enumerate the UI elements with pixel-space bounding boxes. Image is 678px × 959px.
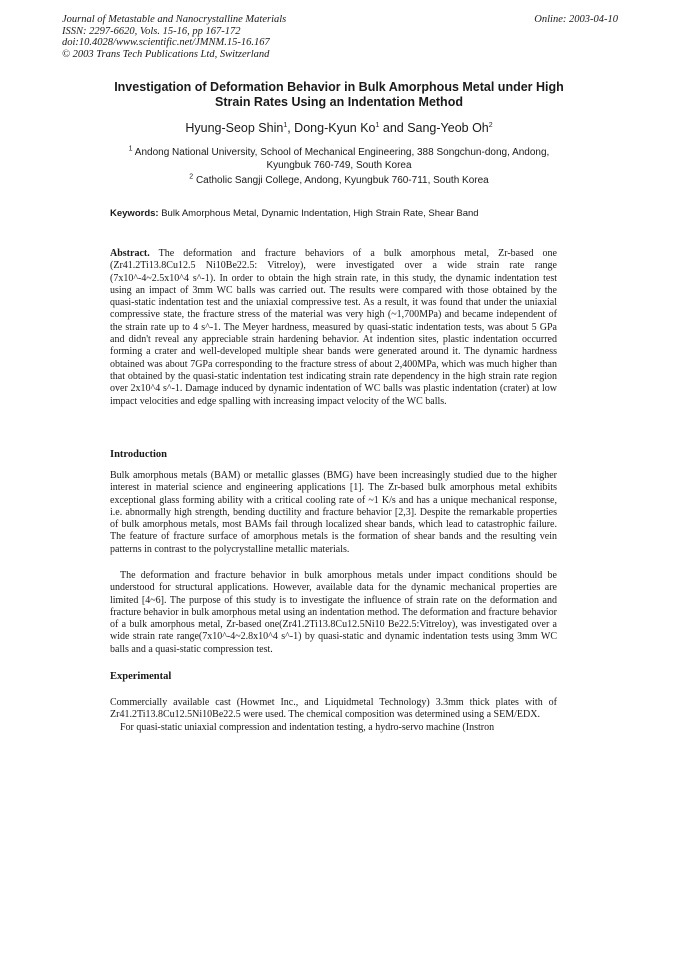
paper-title: Investigation of Deformation Behavior in Bulk Amorphous Metal under High Strain Rates Using an Indentation Method <box>114 80 564 109</box>
affiliation-1 <box>110 147 568 172</box>
affiliation-text: Andong National University, School of Mechanical Engineering, 388 Songchun-dong, Andong, Kyungbuk 760-749, South Korea <box>134 147 550 171</box>
introduction-heading: Introduction <box>110 449 167 460</box>
online-date: Online: 2003-04-10 <box>534 14 618 25</box>
issn-line: ISSN: 2297-6620, Vols. 15-16, pp 167-172 <box>62 25 241 37</box>
experimental-heading: Experimental <box>110 671 172 682</box>
keywords-label: Keywords: <box>110 208 159 219</box>
experimental-paragraph-2: For quasi-static uniaxial compression and indentation testing, a hydro-servo machine (Instron <box>120 721 495 733</box>
keywords-text: Bulk Amorphous Metal, Dynamic Indentation, High Strain Rate, Shear Band <box>158 208 479 219</box>
journal-name: Journal of Metastable and Nanocrystalline Materials <box>62 14 287 25</box>
author-superscript: 2 <box>488 121 493 129</box>
affiliation-text: Catholic Sangji College, Andong, Kyungbuk 760-711, South Korea <box>195 175 489 186</box>
doi-line: doi:10.4028/www.scientific.net/JMNM.15-16.167 <box>62 37 270 48</box>
affiliation-2 <box>110 175 568 186</box>
experimental-paragraph <box>110 697 557 734</box>
experimental-paragraph-1: Commercially available cast (Howmet Inc., and Liquidmetal Technology) 3.3mm thick plates with of Zr41.2Ti13.8Cu12.5Ni10Be22.5 were used. The chemical composition was determined using a SEM/EDX. <box>110 697 557 721</box>
affiliation-superscript: 1 <box>128 145 133 153</box>
keywords-line <box>110 208 580 219</box>
abstract-label: Abstract. <box>110 248 150 259</box>
abstract-text: The deformation and fracture behaviors of a bulk amorphous metal, Zr-based one (Zr41.2Ti13.8Cu12.5 Ni10Be22.5: Vitreloy), were investigated over a wide strain rate range (7x10^-4~2.5x10^4 s^-1). In order to obtain the high strain rate, in this study, the dynamic indentation test using an impact of 3mm WC balls was carried out. The results were compared with those obtained by the quasi-static indentation test and the uniaxial compressive test. As a result, it was found that under the uniaxial compressive state, the fracture stress of the material was very high (~1,700MPa) and became independent of the strain rate up to 4 s^-1. The Meyer hardness, measured by quasi-static indentation tests, was about 5 GPa and didn't reveal any appreciable strain hardening behavior. At indention sites, plastic indentation occurred forming a crater and well-developed multiple shear bands were generated around it. The dynamic hardness obtained was about 7GPa corresponding to the fracture stress of about 2,400MPa, which was much higher than that obtained by the quasi-static indentation test indicating strain rate dependency in the high strain rate region over 2x10^4 s^-1. Damage induced by dynamic indentation of WC balls was plastic indentation (crater) at low impact velocities and edge spalling with increasing impact velocity of the WC balls. <box>110 248 557 407</box>
author-name: and Sang-Yeob Oh <box>379 121 489 135</box>
affiliation-superscript: 2 <box>189 173 194 181</box>
journal-header <box>62 14 618 60</box>
author-list <box>80 121 598 135</box>
introduction-paragraph-1: Bulk amorphous metals (BAM) or metallic glasses (BMG) have been increasingly studied due to the higher interest in material science and engineering applications [1]. The Zr-based bulk amorphous metal exhibits exceptional glass forming ability with a critical cooling rate of ~1 K/s and has a unique mechanical response, i.e. abnormally high strength, bending ductility and fracture behavior [2,3]. Despite the remarkable properties of bulk amorphous metals, most BAMs fail through localized shear bands, which lead to catastrophic failure. The feature of fracture surface of amorphous metals is the formation of shear bands and the resulting vein patterns in contrast to the polycrystalline metallic materials. <box>110 470 557 555</box>
copyright-line: © 2003 Trans Tech Publications Ltd, Switzerland <box>62 48 270 60</box>
author-name: , Dong-Kyun Ko <box>287 121 376 135</box>
introduction-paragraph-2: The deformation and fracture behavior in bulk amorphous metals under impact conditions should be understood for structural applications. However, available data for the dynamic mechanical properties are limited [4~6]. The purpose of this study is to investigate the influence of strain rate on the deformation and fracture behavior in bulk amorphous metal using an indentation method. The deformation and fracture behavior of a bulk amorphous metal, Zr-based one(Zr41.2Ti13.8Cu12.5Ni10 Be22.5:Vitreloy), was investigated over a wide strain rate range(7x10^-4~2.8x10^4 s^-1) by quasi-static and dynamic indentation tests using 3mm WC balls and a quasi-static compression test. <box>110 570 557 655</box>
author-name: Hyung-Seop Shin <box>185 121 284 135</box>
author-superscript: 1 <box>283 121 288 129</box>
author-superscript: 1 <box>375 121 380 129</box>
abstract-paragraph <box>110 248 557 408</box>
